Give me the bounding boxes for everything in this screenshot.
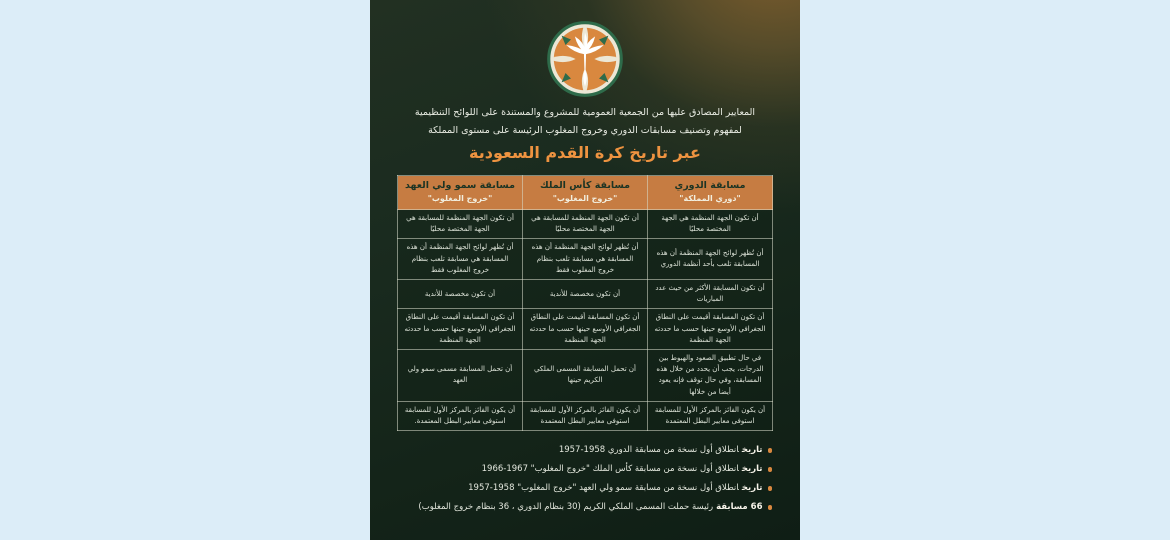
intro-line-1: المعايير المصادق عليها من الجمعية العمومية للمشروع والمستندة على اللوائح التنظيمية [414, 107, 756, 118]
table-row [398, 210, 773, 239]
footnote-lead: تاريخ [741, 445, 763, 456]
criteria-cell: أن تُظهر لوائح الجهة المنظمة أن هذه المسابقة هي مسابقة تلعب بنظام خروج المغلوب فقط [523, 239, 648, 280]
column-header-league [648, 176, 773, 210]
column-title: مسابقة كأس الملك [539, 180, 630, 192]
footnote-item [398, 464, 772, 475]
table-row [398, 280, 773, 309]
criteria-table [397, 175, 773, 431]
column-subtitle: "خروج المغلوب" [552, 194, 618, 204]
footnote-lead: 66 مسابقة [716, 502, 763, 513]
footnote-body: انطلاق أول نسخة من مسابقة سمو ولي العهد "خروج المغلوب" 1958-1957 [468, 483, 739, 494]
footnote-body: رئيسة حملت المسمى الملكي الكريم (30 بنظام الدوري ، 36 بنظام خروج المغلوب) [418, 502, 714, 513]
criteria-cell: أن تُظهر لوائح الجهة المنظمة أن هذه المسابقة تلعب بأحد أنظمة الدوري [648, 239, 773, 280]
table-row [398, 309, 773, 350]
criteria-cell: أن تكون الجهة المنظمة للمسابقة هي الجهة المختصة محليًا [398, 210, 523, 239]
intro-line-2: لمفهوم وتصنيف مسابقات الدوري وخروج المغلوب الرئيسة على مستوى المملكة [428, 124, 742, 136]
footnote-text [468, 483, 762, 494]
column-header-kings-cup [523, 176, 648, 210]
bullet-icon [768, 448, 773, 453]
table-header-row [398, 176, 773, 210]
footnote-item [398, 445, 772, 456]
intro-text-block [370, 104, 800, 162]
column-header-crown-prince-cup [398, 176, 523, 210]
criteria-cell: أن تكون المسابقة أقيمت على النطاق الجغرافي الأوسع حينها حسب ما حددته الجهة المنظمة [398, 309, 523, 350]
criteria-cell: في حال تطبيق الصعود والهبوط بين الدرجات، يجب أن يحدد من خلال هذه المسابقة، وفي حال توقف فإنه يعود أيضا من خلالها [648, 349, 773, 401]
infographic-panel [370, 0, 800, 540]
criteria-cell: أن يكون الفائز بالمركز الأول للمسابقة استوفى معايير البطل المعتمدة [648, 401, 773, 430]
criteria-cell: أن تكون مخصصة للأندية [523, 280, 648, 309]
footnote-body: انطلاق أول نسخة من مسابقة كأس الملك "خروج المغلوب" 1967-1966 [481, 464, 739, 475]
logo-container [370, 0, 800, 98]
footnote-text [482, 464, 763, 475]
criteria-cell: أن تُظهر لوائح الجهة المنظمة أن هذه المسابقة هي مسابقة تلعب بنظام خروج المغلوب فقط [398, 239, 523, 280]
bullet-icon [768, 486, 773, 491]
table-row [398, 239, 773, 280]
criteria-cell: أن يكون الفائز بالمركز الأول للمسابقة استوفى معايير البطل المعتمدة [523, 401, 648, 430]
footnote-item [398, 502, 772, 513]
criteria-cell: أن تكون مخصصة للأندية [398, 280, 523, 309]
footnote-lead: تاريخ [741, 464, 763, 475]
criteria-cell: أن تكون المسابقة الأكثر من حيث عدد المباريات [648, 280, 773, 309]
saudi-football-federation-emblem-icon [546, 20, 624, 98]
criteria-cell: أن تكون الجهة المنظمة هي الجهة المختصة محليًا [648, 210, 773, 239]
column-title: مسابقة الدوري [674, 180, 746, 192]
table-row [398, 401, 773, 430]
criteria-cell: أن تكون المسابقة أقيمت على النطاق الجغرافي الأوسع حينها حسب ما حددته الجهة المنظمة [523, 309, 648, 350]
criteria-cell: أن تحمل المسابقة مسمى سمو ولي العهد [398, 349, 523, 401]
criteria-cell: أن تكون الجهة المنظمة للمسابقة هي الجهة المختصة محليًا [523, 210, 648, 239]
column-subtitle: "خروج المغلوب" [427, 194, 493, 204]
footnote-body: انطلاق أول نسخة من مسابقة الدوري 1958-1957 [558, 445, 739, 456]
criteria-cell: أن يكون الفائز بالمركز الأول للمسابقة استوفى معايير البطل المعتمدة. [398, 401, 523, 430]
column-title: مسابقة سمو ولي العهد [405, 180, 515, 192]
footnotes-block [398, 445, 772, 513]
footnote-lead: تاريخ [741, 483, 763, 494]
bullet-icon [768, 467, 773, 472]
criteria-cell: أن تحمل المسابقة المسمى الملكي الكريم حينها [523, 349, 648, 401]
footnote-text [559, 445, 763, 456]
footnote-text [418, 502, 762, 513]
column-subtitle: "دوري المملكة" [679, 194, 741, 204]
criteria-cell: أن تكون المسابقة أقيمت على النطاق الجغرافي الأوسع حينها حسب ما حددته الجهة المنظمة [648, 309, 773, 350]
bullet-icon [768, 505, 773, 510]
footnote-item [398, 483, 772, 494]
page-title: عبر تاريخ كرة القدم السعودية [469, 143, 701, 163]
table-row [398, 349, 773, 401]
